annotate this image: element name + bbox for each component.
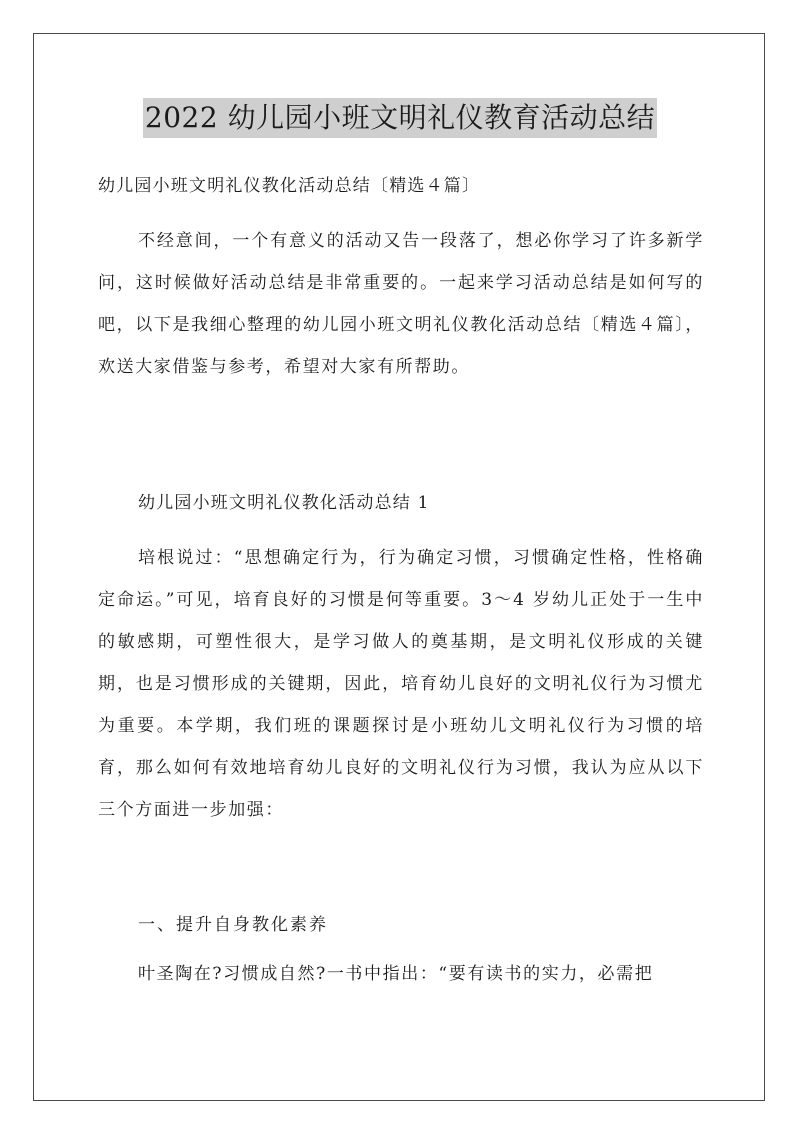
body-paragraph: 培根说过：“思想确定行为，行为确定习惯，习惯确定性格，性格确定命运。”可见，培育良好的习惯是何等重要。3～4 岁幼儿正处于一生中的敏感期，可塑性很大，是学习做人的奠基期，是文明礼仪形成的关键期，也是习惯形成的关键期，因此，培育幼儿良好的文明礼仪行为习惯尤为重要。本学期，我们班的课题探讨是小班幼儿文明礼仪行为习惯的培育，那么如何有效地培育幼儿良好的文明礼仪行为习惯，我认为应从以下三个方面进一步加强： xyxy=(98,548,704,820)
title-container xyxy=(0,98,800,138)
last-paragraph: 叶圣陶在?习惯成自然?一书中指出：“要有读书的实力，必需把 xyxy=(138,964,654,984)
section-heading: 幼儿园小班文明礼仪教化活动总结 1 xyxy=(138,493,430,513)
document-title: 2022 幼儿园小班文明礼仪教育活动总结 xyxy=(143,98,657,138)
document-subtitle: 幼儿园小班文明礼仪教化活动总结〔精选４篇〕 xyxy=(98,176,481,196)
sub-heading: 一、提升自身教化素养 xyxy=(138,915,328,935)
intro-paragraph: 不经意间，一个有意义的活动又告一段落了，想必你学习了许多新学问，这时候做好活动总结是非常重要的。一起来学习活动总结是如何写的吧，以下是我细心整理的幼儿园小班文明礼仪教化活动总结〔精选４篇〕，欢送大家借鉴与参考，希望对大家有所帮助。 xyxy=(98,231,704,377)
